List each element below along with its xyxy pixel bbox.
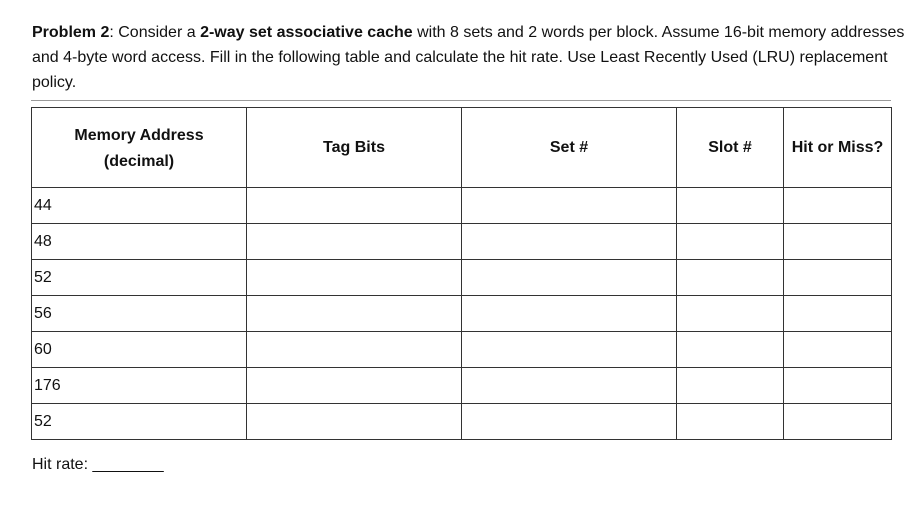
address-cell: 176 xyxy=(32,368,247,404)
table-row xyxy=(32,332,892,368)
hit-rate-line xyxy=(32,454,164,476)
tag-bits-cell[interactable] xyxy=(247,224,462,260)
header-address-line2: (decimal) xyxy=(103,153,175,170)
set-cell[interactable] xyxy=(462,296,677,332)
address-cell: 52 xyxy=(32,404,247,440)
header-slot: Slot # xyxy=(677,108,784,188)
address-cell: 60 xyxy=(32,332,247,368)
tag-bits-cell[interactable] xyxy=(247,260,462,296)
set-cell[interactable] xyxy=(462,368,677,404)
slot-cell[interactable] xyxy=(677,260,784,296)
header-set: Set # xyxy=(462,108,677,188)
hit-miss-cell[interactable] xyxy=(784,260,892,296)
slot-cell[interactable] xyxy=(677,224,784,260)
hit-miss-cell[interactable] xyxy=(784,296,892,332)
address-cell: 52 xyxy=(32,260,247,296)
table-row xyxy=(32,296,892,332)
tag-bits-cell[interactable] xyxy=(247,188,462,224)
slot-cell[interactable] xyxy=(677,296,784,332)
slot-cell[interactable] xyxy=(677,404,784,440)
slot-cell[interactable] xyxy=(677,188,784,224)
tag-bits-cell[interactable] xyxy=(247,404,462,440)
address-cell: 44 xyxy=(32,188,247,224)
tag-bits-cell[interactable] xyxy=(247,368,462,404)
header-hit-or-miss: Hit or Miss? xyxy=(784,108,892,188)
header-address-line1: Memory Address xyxy=(74,127,204,144)
table-row xyxy=(32,404,892,440)
address-cell: 56 xyxy=(32,296,247,332)
tag-bits-cell[interactable] xyxy=(247,332,462,368)
table-row xyxy=(32,188,892,224)
set-cell[interactable] xyxy=(462,188,677,224)
set-cell[interactable] xyxy=(462,224,677,260)
tag-bits-cell[interactable] xyxy=(247,296,462,332)
problem-label: Problem 2 xyxy=(32,24,110,41)
hit-miss-cell[interactable] xyxy=(784,224,892,260)
cache-type: 2-way set associative cache xyxy=(200,24,413,41)
table-row xyxy=(32,224,892,260)
hit-miss-cell[interactable] xyxy=(784,332,892,368)
set-cell[interactable] xyxy=(462,332,677,368)
section-divider xyxy=(31,100,891,101)
problem-statement xyxy=(32,20,908,95)
table-row xyxy=(32,260,892,296)
cache-table xyxy=(31,107,892,440)
hit-miss-cell[interactable] xyxy=(784,368,892,404)
slot-cell[interactable] xyxy=(677,332,784,368)
table-header-row xyxy=(32,108,892,188)
slot-cell[interactable] xyxy=(677,368,784,404)
problem-rest: with 8 sets and 2 words per block. Assume 16-bit memory addresses and 4-byte word access. Fill in the following table and calculate the hit rate. Use Least Recently Used (LRU) replacement policy. xyxy=(32,24,905,91)
hit-miss-cell[interactable] xyxy=(784,404,892,440)
hit-miss-cell[interactable] xyxy=(784,188,892,224)
header-tag-bits: Tag Bits xyxy=(247,108,462,188)
hit-rate-blank[interactable]: ________ xyxy=(92,456,164,473)
set-cell[interactable] xyxy=(462,260,677,296)
hit-rate-label: Hit rate: xyxy=(32,456,89,473)
table-row xyxy=(32,368,892,404)
problem-intro: : Consider a xyxy=(109,24,201,41)
address-cell: 48 xyxy=(32,224,247,260)
header-memory-address xyxy=(32,108,247,188)
set-cell[interactable] xyxy=(462,404,677,440)
